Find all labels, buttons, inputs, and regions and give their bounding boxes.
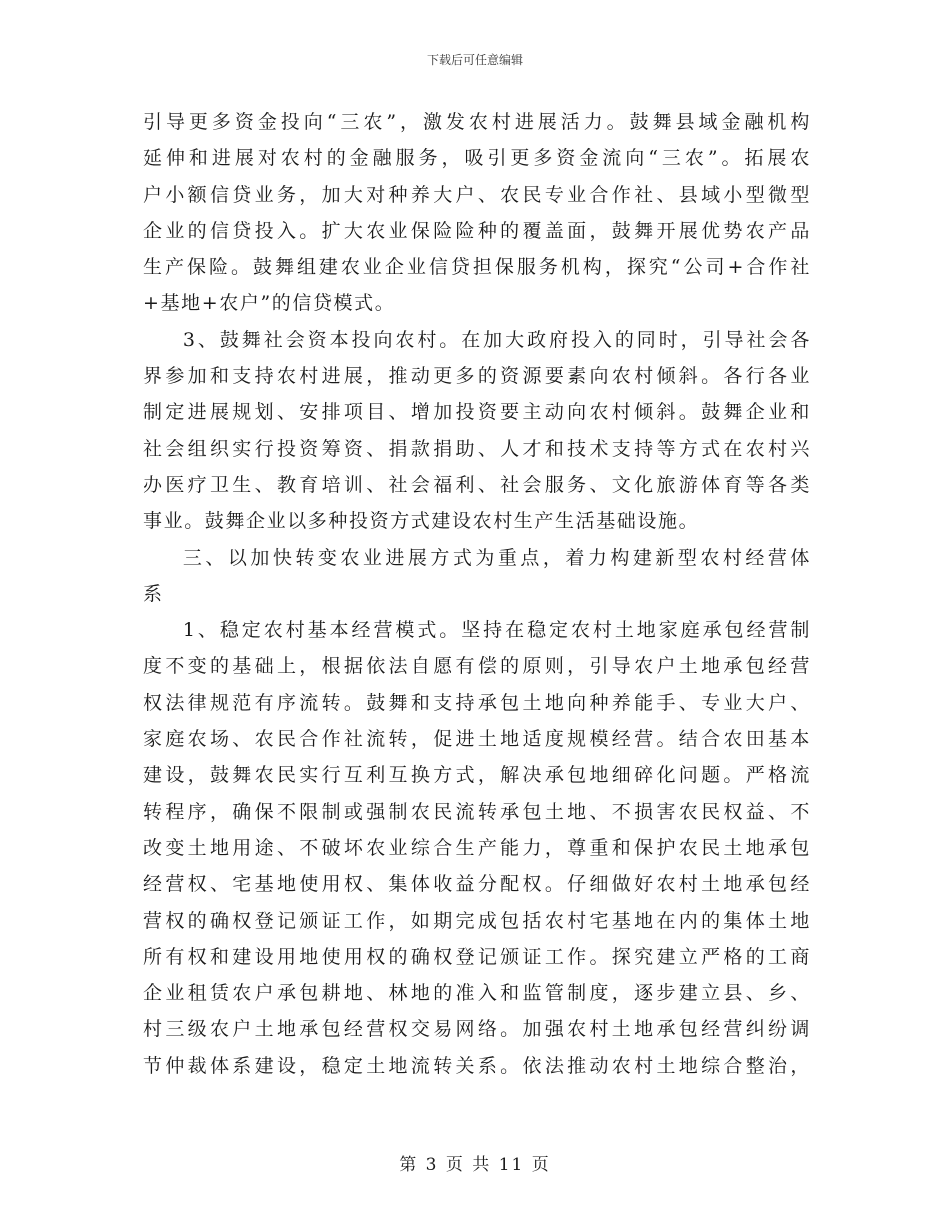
text-line: 改变土地用途、不破坏农业综合生产能力，尊重和保护农民土地承包 [143, 836, 811, 859]
text-line: 事业。鼓舞企业以多种投资方式建设农村生产生活基础设施。 [143, 510, 700, 533]
paragraph-2 [143, 322, 811, 540]
document-body [143, 104, 811, 1084]
text-line: 生产保险。鼓舞组建农业企业信贷担保服务机构，探究“公司+合作社 [143, 256, 811, 279]
text-line: 权法律规范有序流转。鼓舞和支持承包土地向种养能手、专业大户、 [143, 691, 811, 714]
text-line: 延伸和进展对农村的金融服务，吸引更多资金流向“三农”。拓展农 [143, 147, 811, 170]
text-line: 企业的信贷投入。扩大农业保险险种的覆盖面，鼓舞开展优势农产品 [143, 219, 811, 242]
text-line: 节仲裁体系建设，稳定土地流转关系。依法推动农村土地综合整治， [143, 1054, 811, 1077]
footer-label-ye: 页 [445, 1155, 465, 1175]
text-line: 系 [143, 582, 164, 605]
text-line: 办医疗卫生、教育培训、社会福利、社会服务、文化旅游体育等各类 [143, 473, 811, 496]
text-line: 界参加和支持农村进展，推动更多的资源要素向农村倾斜。各行各业 [143, 365, 811, 388]
page-footer [0, 1154, 950, 1176]
text-line: 三、以加快转变农业进展方式为重点，着力构建新型农村经营体 [182, 546, 811, 569]
text-line: 营权的确权登记颁证工作，如期完成包括农村宅基地在内的集体土地 [143, 909, 811, 932]
footer-label-di: 第 [399, 1155, 419, 1175]
paragraph-1 [143, 104, 811, 322]
text-line: 社会组织实行投资筹资、捐款捐助、人才和技术支持等方式在农村兴 [143, 437, 811, 460]
current-page-number: 3 [425, 1155, 439, 1175]
text-line: 所有权和建设用地使用权的确权登记颁证工作。探究建立严格的工商 [143, 945, 811, 968]
total-pages-number: 11 [498, 1155, 525, 1175]
text-line: 3、鼓舞社会资本投向农村。在加大政府投入的同时，引导社会各 [182, 328, 811, 351]
text-line: 度不变的基础上，根据依法自愿有偿的原则，引导农户土地承包经营 [143, 655, 811, 678]
text-line: 家庭农场、农民合作社流转，促进土地适度规模经营。结合农田基本 [143, 728, 811, 751]
page-header-note: 下载后可任意编辑 [426, 53, 523, 67]
footer-label-gong: 共 [472, 1155, 492, 1175]
text-line: 建设，鼓舞农民实行互利互换方式，解决承包地细碎化问题。严格流 [143, 764, 811, 787]
text-line: 企业租赁农户承包耕地、林地的准入和监管制度，逐步建立县、乡、 [143, 982, 811, 1005]
section-heading-3 [143, 540, 811, 613]
text-line: 户小额信贷业务，加大对种养大户、农民专业合作社、县域小型微型 [143, 183, 811, 206]
text-line: 1、稳定农村基本经营模式。坚持在稳定农村土地家庭承包经营制 [182, 619, 811, 642]
footer-label-ye-2: 页 [531, 1155, 551, 1175]
paragraph-4 [143, 612, 811, 1084]
text-line: 村三级农户土地承包经营权交易网络。加强农村土地承包经营纠纷调 [143, 1018, 811, 1041]
text-line: 经营权、宅基地使用权、集体收益分配权。仔细做好农村土地承包经 [143, 873, 811, 896]
text-line: +基地+农户”的信贷模式。 [143, 292, 396, 315]
text-line: 引导更多资金投向“三农”，激发农村进展活力。鼓舞县域金融机构 [143, 111, 811, 133]
text-line: 制定进展规划、安排项目、增加投资要主动向农村倾斜。鼓舞企业和 [143, 401, 811, 424]
text-line: 转程序，确保不限制或强制农民流转承包土地、不损害农民权益、不 [143, 800, 811, 823]
